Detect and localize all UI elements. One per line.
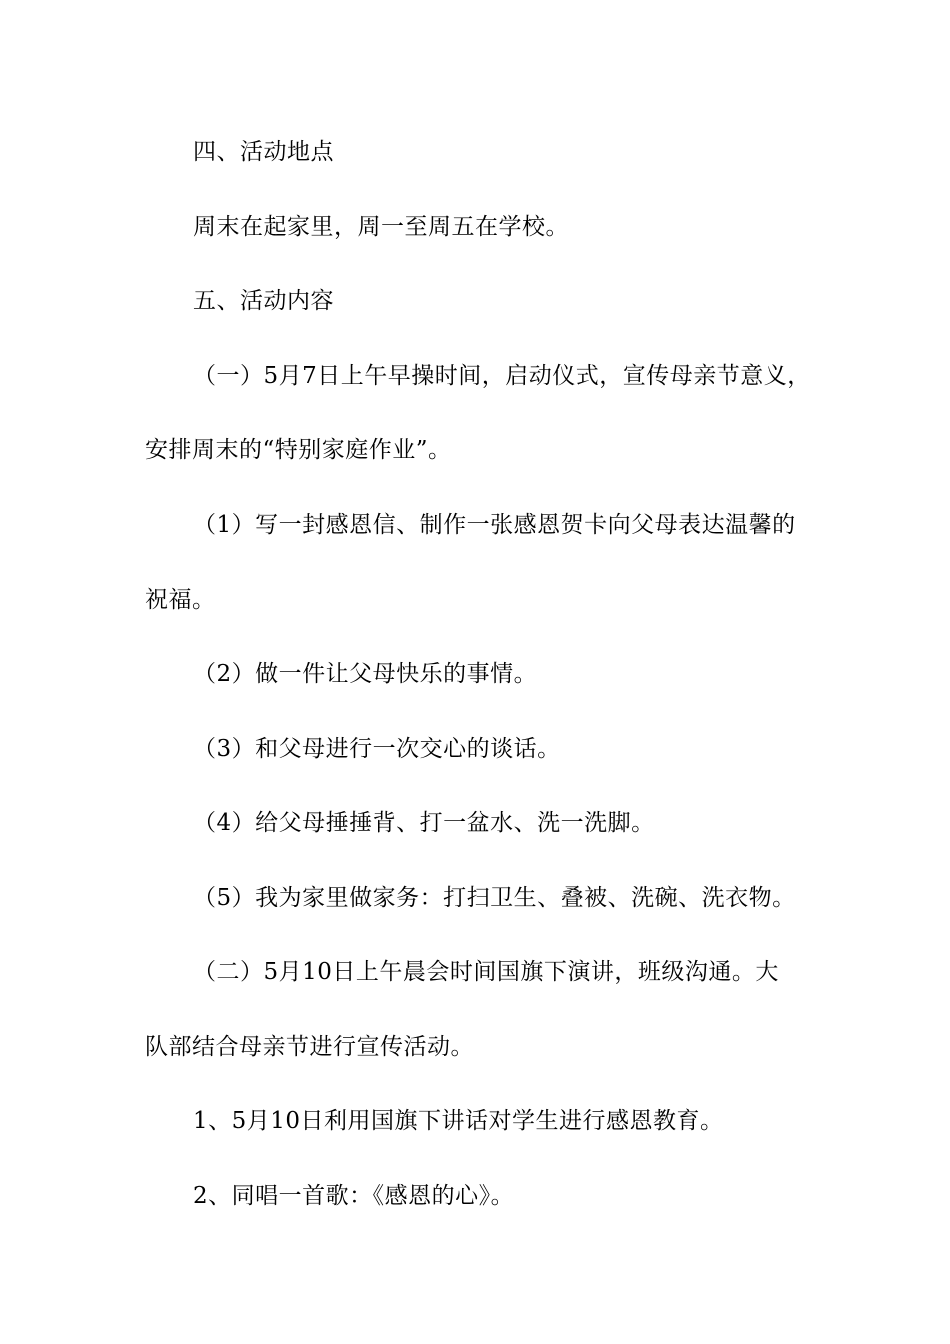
paragraph-subitem-2: （2）做一件让父母快乐的事情。 [193, 661, 538, 687]
section-heading-content: 五、活动内容 [193, 288, 334, 314]
section-heading-location: 四、活动地点 [193, 139, 334, 165]
paragraph-item-2-line-2: 队部结合母亲节进行宣传活动。 [145, 1034, 474, 1060]
paragraph-subitem-1-line-1: （1）写一封感恩信、制作一张感恩贺卡向父母表达温馨的 [193, 512, 796, 538]
paragraph-point-2: 2、同唱一首歌：《感恩的心》。 [193, 1183, 515, 1209]
paragraph-subitem-4: （4）给父母捶捶背、打一盆水、洗一洗脚。 [193, 810, 655, 836]
paragraph-subitem-1-line-2: 祝福。 [145, 587, 216, 613]
paragraph-subitem-3: （3）和父母进行一次交心的谈话。 [193, 736, 561, 762]
paragraph-location: 周末在起家里，周一至周五在学校。 [193, 214, 569, 240]
paragraph-item-1-line-2: 安排周末的“特别家庭作业”。 [145, 437, 452, 463]
paragraph-item-2-line-1: （二）5月10日上午晨会时间国旗下演讲，班级沟通。大 [193, 959, 779, 985]
paragraph-subitem-5: （5）我为家里做家务：打扫卫生、叠被、洗碗、洗衣物。 [193, 885, 796, 911]
paragraph-item-1-line-1: （一）5月7日上午早操时间，启动仪式，宣传母亲节意义， [193, 363, 811, 389]
paragraph-point-1: 1、5月10日利用国旗下讲话对学生进行感恩教育。 [193, 1108, 724, 1134]
